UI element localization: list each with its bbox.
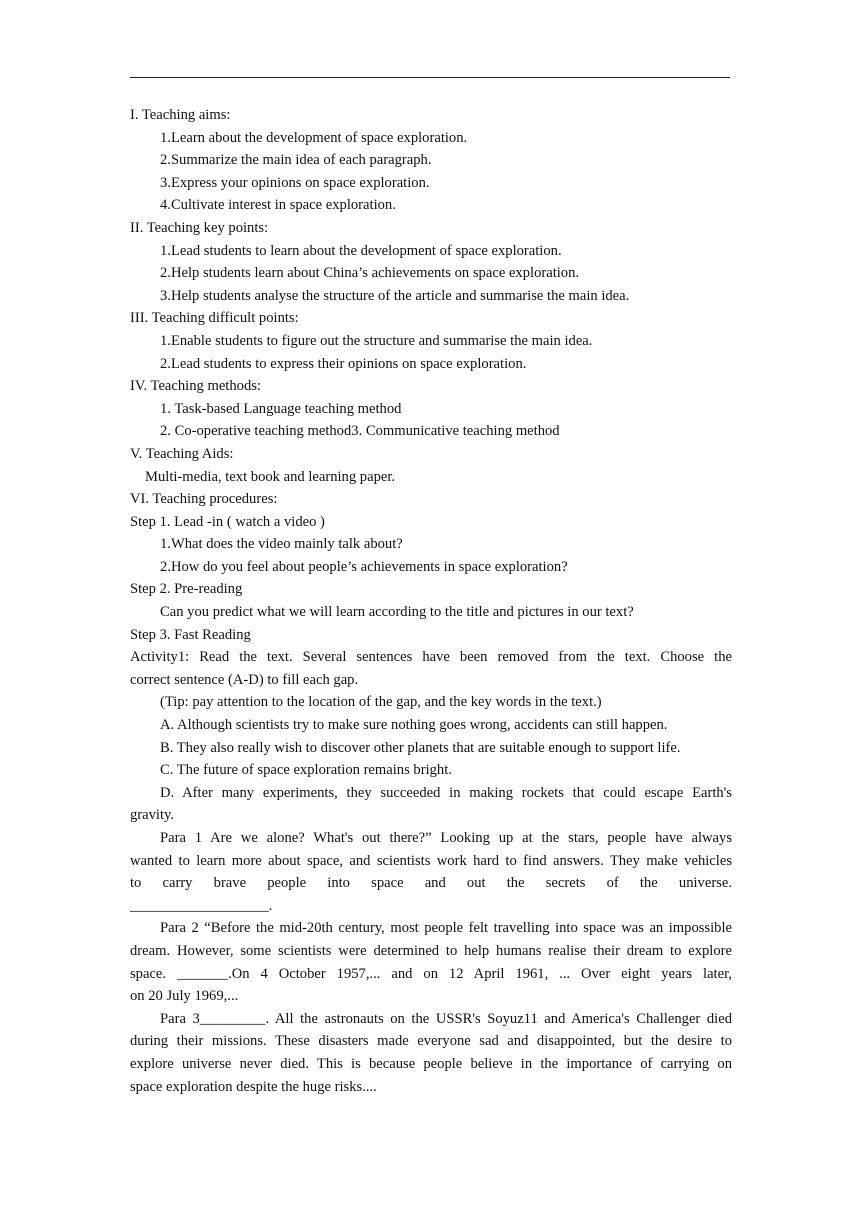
para-3-text: Para 3_________. All the astronauts on the USSR's Soyuz11 and America's Challenger died	[160, 1010, 732, 1027]
aim-item: 3.Express your opinions on space exploration.	[160, 174, 430, 191]
activity-instruction: Activity1: Read the text. Several sentences have been removed from the text. Choose the	[130, 649, 732, 666]
step-heading: Step 2. Pre-reading	[130, 581, 243, 598]
key-point-item: 1.Lead students to learn about the development of space exploration.	[160, 242, 562, 259]
aids-text: Multi-media, text book and learning paper.	[145, 468, 396, 485]
section-heading-procedures: VI. Teaching procedures:	[130, 491, 278, 508]
step-question: 1.What does the video mainly talk about?	[160, 536, 403, 553]
para-3-text: space exploration despite the huge risks....	[130, 1078, 377, 1095]
option-b: B. They also really wish to discover other planets that are suitable enough to support life.	[160, 739, 681, 756]
aim-item: 1.Learn about the development of space exploration.	[160, 129, 468, 146]
option-c: C. The future of space exploration remains bright.	[160, 762, 452, 779]
section-heading-difficult-points: III. Teaching difficult points:	[130, 310, 299, 327]
option-d-continued: gravity.	[130, 807, 175, 824]
difficult-point-item: 2.Lead students to express their opinions on space exploration.	[160, 355, 527, 372]
section-heading-aids: V. Teaching Aids:	[130, 445, 234, 462]
step-heading: Step 3. Fast Reading	[130, 626, 251, 643]
key-point-item: 3.Help students analyse the structure of the article and summarise the main idea.	[160, 287, 630, 304]
para-1-gap: ___________________.	[130, 897, 273, 914]
method-item: 1. Task-based Language teaching method	[160, 400, 402, 417]
activity-tip: (Tip: pay attention to the location of the gap, and the key words in the text.)	[160, 694, 602, 711]
method-item: 2. Co-operative teaching method3. Communicative teaching method	[160, 423, 560, 440]
section-heading-key-points: II. Teaching key points:	[130, 219, 269, 236]
header-rule	[130, 77, 730, 78]
para-1-text: wanted to learn more about space, and scientists work hard to find answers. They make vehicles	[130, 852, 732, 869]
step-heading: Step 1. Lead -in ( watch a video )	[130, 513, 325, 530]
activity-instruction: correct sentence (A-D) to fill each gap.	[130, 671, 359, 688]
lesson-plan-body	[130, 104, 732, 1098]
difficult-point-item: 1.Enable students to figure out the structure and summarise the main idea.	[160, 332, 593, 349]
section-heading-methods: IV. Teaching methods:	[130, 378, 261, 395]
para-3-text: during their missions. These disasters made everyone sad and disappointed, but the desire to	[130, 1033, 732, 1050]
step-question: 2.How do you feel about people’s achievements in space exploration?	[160, 558, 568, 575]
para-3-text: explore universe never died. This is because people believe in the importance of carrying on	[130, 1055, 732, 1072]
step-question: Can you predict what we will learn according to the title and pictures in our text?	[160, 604, 634, 621]
para-1-text: Para 1 Are we alone? What's out there?” Looking up at the stars, people have always	[160, 830, 732, 846]
aim-item: 2.Summarize the main idea of each paragraph.	[160, 152, 432, 169]
option-d: D. After many experiments, they succeeded in making rockets that could escape Earth's	[160, 784, 732, 801]
option-a: A. Although scientists try to make sure nothing goes wrong, accidents can still happen.	[160, 717, 668, 734]
para-2-text: space. _______.On 4 October 1957,... and on 12 April 1961, ... Over eight years later,	[130, 965, 732, 982]
para-2-text: Para 2 “Before the mid-20th century, most people felt travelling into space was an impossible	[160, 920, 732, 937]
para-2-text: dream. However, some scientists were determined to help humans realise their dream to explore	[130, 942, 732, 959]
section-heading-teaching-aims: I. Teaching aims:	[130, 107, 231, 123]
para-2-text: on 20 July 1969,...	[130, 988, 239, 1005]
key-point-item: 2.Help students learn about China’s achievements on space exploration.	[160, 265, 580, 282]
aim-item: 4.Cultivate interest in space exploration.	[160, 197, 396, 214]
para-1-text: to carry brave people into space and out the secrets of the universe.	[130, 875, 732, 892]
